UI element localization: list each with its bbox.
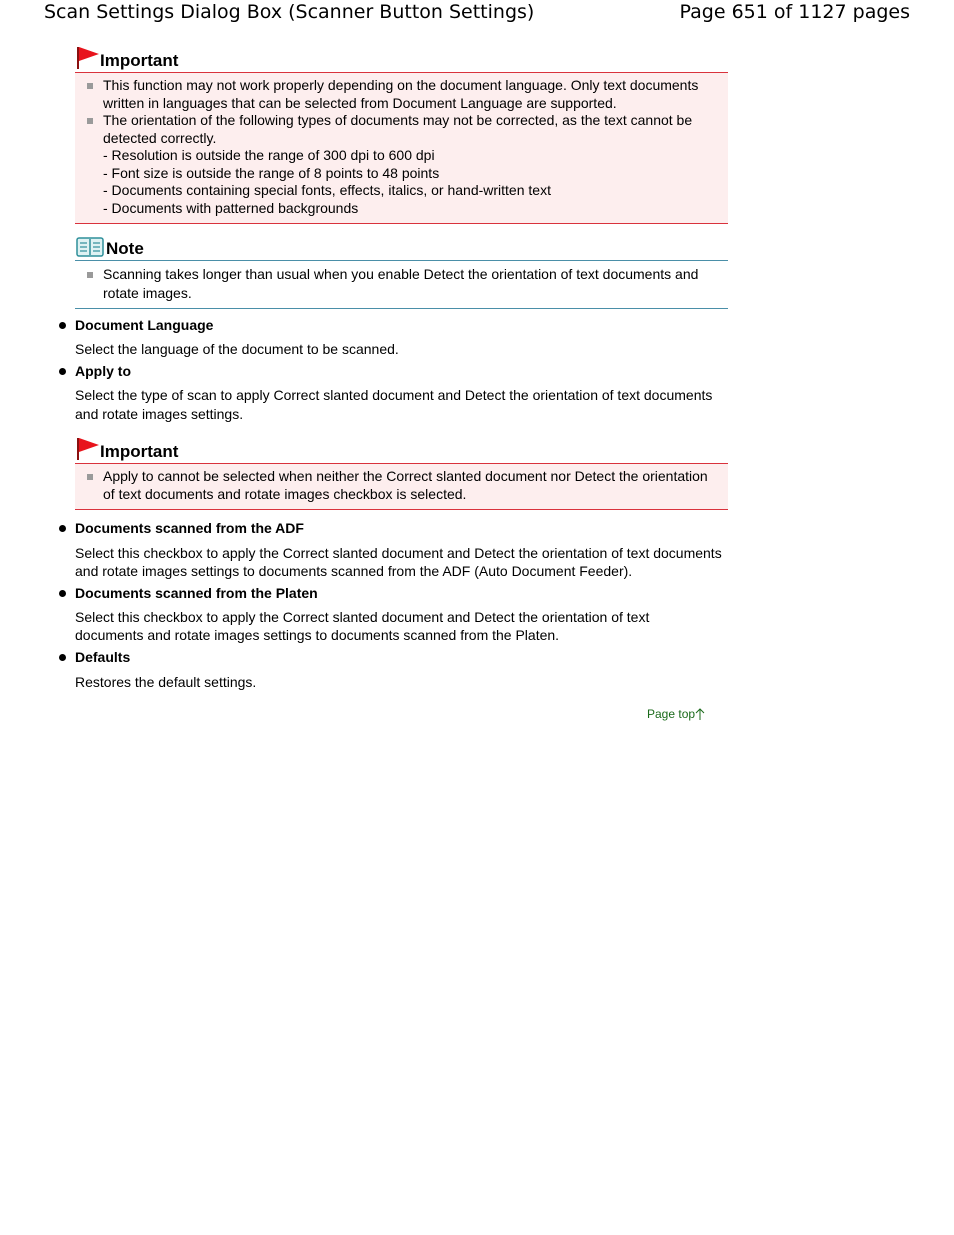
setting-description: Select the language of the document to be scanned.	[75, 341, 399, 357]
list-item: Apply to cannot be selected when neither the Correct slanted document nor Detect the orientation of text documents and rotate images checkbox is selected.	[103, 468, 718, 503]
setting-description: Select this checkbox to apply the Correct slanted document and Detect the orientation of text documents and rotate images settings to documents scanned from the Platen.	[75, 609, 650, 643]
important-header	[75, 46, 728, 73]
list-item: The orientation of the following types of documents may not be corrected, as the text cannot be detected correctly.	[103, 112, 718, 147]
setting-description: Restores the default settings.	[75, 674, 257, 690]
important-body	[75, 73, 728, 224]
setting-description: Select this checkbox to apply the Correct slanted document and Detect the orientation of text documents and rotate images settings to documents scanned from the ADF (Auto Document Feeder).	[75, 545, 722, 579]
bullet-dot-icon	[59, 525, 66, 532]
page-number: Page 651 of 1127 pages	[679, 1, 910, 23]
note-box	[75, 234, 728, 309]
bullet-square-icon	[87, 474, 93, 480]
list-item: This function may not work properly depending on the document language. Only text documents written in languages that can be selected from Document Language are supported.	[103, 77, 718, 112]
red-flag-icon	[76, 437, 100, 461]
important-body	[75, 464, 728, 510]
page-top-link[interactable]	[647, 707, 705, 721]
important-box	[75, 437, 728, 510]
setting-title: Documents scanned from the Platen	[75, 585, 318, 601]
bullet-dot-icon	[59, 368, 66, 375]
setting-title: Defaults	[75, 649, 131, 665]
red-flag-icon	[76, 46, 100, 70]
important-label: Important	[100, 51, 179, 70]
open-book-icon	[76, 236, 104, 258]
page-title: Scan Settings Dialog Box (Scanner Button Settings)	[44, 1, 535, 23]
bullet-dot-icon	[59, 654, 66, 661]
up-arrow-icon[interactable]	[695, 707, 705, 721]
setting-description: Select the type of scan to apply Correct slanted document and Detect the orientation of text documents and rotate images settings.	[75, 387, 713, 422]
bullet-dot-icon	[59, 590, 66, 597]
note-body	[75, 261, 728, 309]
setting-document-language	[57, 317, 737, 358]
setting-defaults	[57, 649, 737, 691]
setting-title: Document Language	[75, 317, 214, 333]
sub-item: - Documents with patterned backgrounds	[103, 199, 359, 216]
bullet-square-icon	[87, 272, 93, 278]
list-item: Scanning takes longer than usual when you enable Detect the orientation of text documents and rotate images.	[103, 265, 718, 303]
setting-title: Documents scanned from the ADF	[75, 520, 304, 536]
page-top-label[interactable]: Page top	[647, 707, 696, 721]
important-box	[75, 46, 728, 224]
bullet-square-icon	[87, 83, 93, 89]
important-label: Important	[100, 442, 179, 461]
sub-item: - Documents containing special fonts, effects, italics, or hand-written text	[103, 182, 551, 198]
setting-apply-to	[57, 363, 737, 424]
sub-item: - Font size is outside the range of 8 points to 48 points	[103, 164, 440, 181]
important-header	[75, 437, 728, 464]
note-label: Note	[106, 239, 144, 258]
setting-adf	[57, 520, 737, 580]
setting-platen	[57, 585, 737, 644]
setting-title: Apply to	[75, 363, 131, 379]
bullet-dot-icon	[59, 322, 66, 329]
sub-item: - Resolution is outside the range of 300 dpi to 600 dpi	[103, 147, 435, 163]
bullet-square-icon	[87, 118, 93, 124]
note-header	[75, 234, 728, 261]
